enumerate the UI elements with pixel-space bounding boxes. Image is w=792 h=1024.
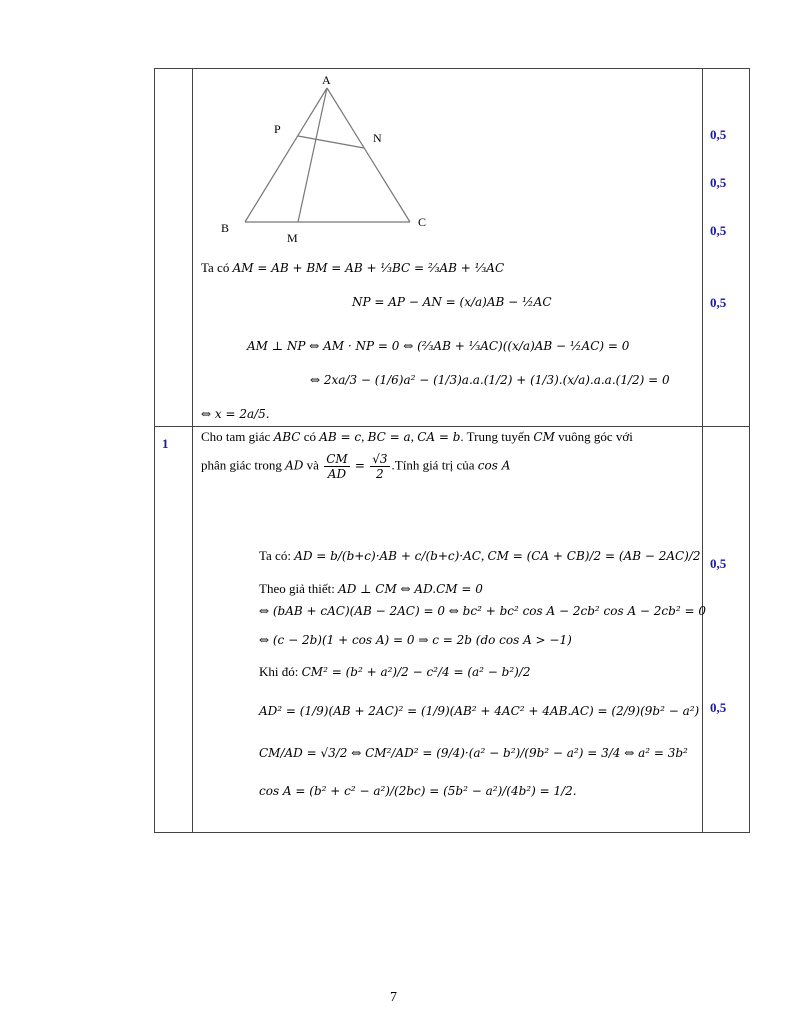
label-A: A	[322, 73, 331, 87]
sol-line3: ⇔ (bAB + cAC)(AB − 2AC) = 0 ⇔ bc² + bc² cos A − 2cb² cos A − 2cb² = 0	[259, 604, 706, 618]
page-number: 7	[390, 990, 397, 1005]
sol-line8: cos A = (b² + c² − a²)/(2bc) = (5b² − a²)/(4b²) = 1/2.	[259, 784, 577, 798]
ratio-value: $\frac{√3}{2}$	[372, 452, 388, 481]
question-line1: Cho tam giác ABC có AB = c, BC = a, CA = b. Trung tuyến CM vuông góc với	[201, 429, 633, 444]
p1-line3: AM ⊥ NP ⇔ AM · NP = 0 ⇔ (⅔AB + ⅓AC)((x/a)AB − ½AC) = 0	[247, 339, 630, 353]
sol-line2: Theo giả thiết: AD ⊥ CM ⇔ AD.CM = 0	[259, 581, 483, 596]
sol-line6: AD² = (1/9)(AB + 2AC)² = (1/9)(AB² + 4AC² + 4AB.AC) = (2/9)(9b² − a²)	[259, 704, 700, 718]
score: 0,5	[710, 175, 727, 190]
label-B: B	[221, 221, 230, 235]
score: 0,5	[710, 223, 727, 238]
p1-line5: ⇔ x = 2a/5.	[201, 407, 270, 421]
triangle-figure	[214, 72, 444, 247]
sol-line4: ⇔ (c − 2b)(1 + cos A) = 0 ⇒ c = 2b (do cos A > −1)	[259, 633, 572, 647]
score: 0,5	[710, 700, 727, 715]
label-N: N	[373, 131, 382, 145]
label-C: C	[418, 215, 427, 229]
p1-line2: NP = AP − AN = (x/a)AB − ½AC	[352, 295, 552, 309]
sol-line1: Ta có: AD = b/(b+c)·AB + c/(b+c)·AC, CM = (CA + CB)/2 = (AB − 2AC)/2	[259, 548, 701, 563]
score: 0,5	[710, 295, 727, 310]
p1-line4: ⇔ 2xa/3 − (1/6)a² − (1/3)a.a.(1/2) + (1/3).(x/a).a.a.(1/2) = 0	[310, 373, 670, 387]
ratio-fraction: $\frac{CM}{AD}$	[326, 452, 348, 481]
question-number: 1	[162, 436, 169, 451]
question-line2: phân giác trong AD và $\frac{CM}{AD}$ = $\frac{√3}{2}$ .Tính giá trị của cos A	[201, 452, 511, 481]
score: 0,5	[710, 127, 727, 142]
label-M: M	[287, 231, 298, 245]
score: 0,5	[710, 556, 727, 571]
p1-line1: Ta có AM = AB + BM = AB + ⅓BC = ⅔AB + ⅓AC	[201, 260, 505, 275]
label-P: P	[274, 122, 281, 136]
sol-line5: Khi đó: CM² = (b² + a²)/2 − c²/4 = (a² − b²)/2	[259, 664, 531, 679]
sol-line7: CM/AD = √3/2 ⇔ CM²/AD² = (9/4)·(a² − b²)/(9b² − a²) = 3/4 ⇔ a² = 3b²	[259, 746, 688, 760]
